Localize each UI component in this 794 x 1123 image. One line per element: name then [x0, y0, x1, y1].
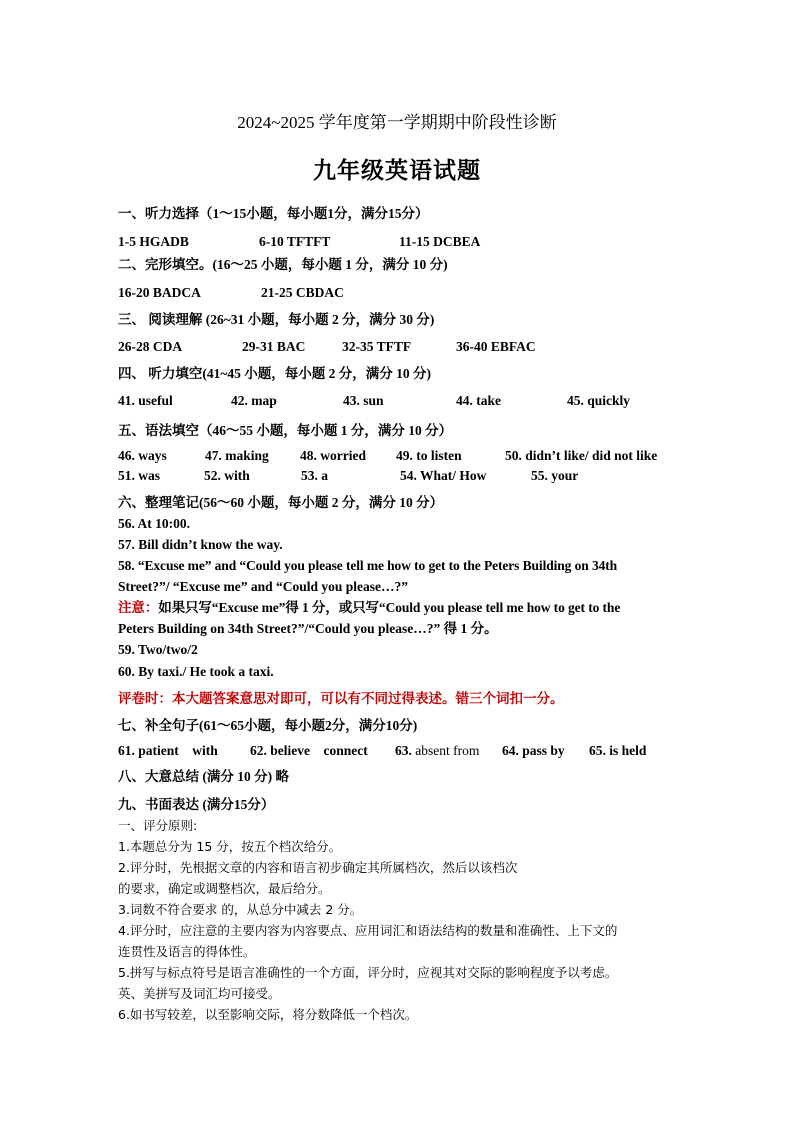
rule-2-line-1: 2.评分时，先根据文章的内容和语言初步确定其所属档次，然后以该档次 [118, 860, 518, 875]
exam-subtitle: 2024~2025 学年度第一学期期中阶段性诊断 [237, 113, 557, 132]
note-text-1: 如果只写“Excuse me”得 1 分，或只写“Could you please tell me how to get to the [158, 600, 621, 615]
answer-21-25: 21-25 CBDAC [261, 285, 344, 300]
answer-54: 54. What/ How [400, 468, 487, 483]
answer-55: 55. your [531, 468, 579, 483]
section-6-heading: 六、整理笔记(56～60 小题，每小题 2 分，满分 10 分） [118, 495, 444, 510]
rule-6: 6.如书写较差，以至影响交际，将分数降低一个档次。 [118, 1007, 418, 1022]
grading-note: 评卷时：本大题答案意思对即可，可以有不同过得表述。错三个词扣一分。 [118, 691, 564, 706]
section-7-heading: 七、补全句子(61～65小题，每小题2分，满分10分) [118, 718, 418, 733]
answer-64-text: pass by [522, 743, 565, 758]
answer-44: 44. take [456, 393, 501, 408]
answer-41: 41. useful [118, 393, 173, 408]
answer-65 [589, 742, 646, 760]
rules-subheading: 一、评分原则: [118, 818, 198, 833]
answer-61 [118, 742, 218, 760]
section-4-heading: 四、 听力填空(41~45 小题，每小题 2 分，满分 10 分) [118, 366, 432, 381]
answer-1-5: 1-5 HGADB [118, 234, 189, 249]
answer-63 [395, 742, 479, 760]
answer-52: 52. with [204, 468, 250, 483]
answer-60: 60. By taxi./ He took a taxi. [118, 664, 274, 679]
rule-4-line-1: 4.评分时，应注意的主要内容为内容要点、应用词汇和语法结构的数量和准确性、上下文的 [118, 923, 618, 938]
section-9-heading: 九、书面表达 (满分15分） [118, 797, 275, 812]
answer-61-num: 61. [118, 743, 135, 758]
answer-47: 47. making [205, 448, 269, 463]
answer-62-text: believe connect [270, 743, 368, 758]
answer-65-text: is held [609, 743, 647, 758]
rule-4-line-2: 连贯性及语言的得体性。 [118, 944, 256, 959]
answer-16-20: 16-20 BADCA [118, 285, 201, 300]
answer-62-num: 62. [250, 743, 267, 758]
answer-11-15: 11-15 DCBEA [399, 234, 481, 249]
rule-1: 1.本题总分为 15 分，按五个档次给分。 [118, 839, 342, 854]
answer-46: 46. ways [118, 448, 167, 463]
answer-64 [502, 742, 565, 760]
answer-59: 59. Two/two/2 [118, 642, 198, 657]
answer-56: 56. At 10:00. [118, 516, 190, 531]
answer-32-35: 32-35 TFTF [342, 339, 412, 354]
section-5-heading: 五、语法填空（46～55 小题，每小题 1 分，满分 10 分） [118, 423, 453, 438]
answer-26-28: 26-28 CDA [118, 339, 183, 354]
answer-65-num: 65. [589, 743, 606, 758]
answer-63-text: absent from [415, 743, 480, 758]
answer-45: 45. quickly [567, 393, 631, 408]
rule-5-line-2: 英、美拼写及词汇均可接受。 [118, 986, 281, 1001]
answer-57: 57. Bill didn’t know the way. [118, 537, 283, 552]
answer-63-num: 63. [395, 743, 412, 758]
answer-61-text: patient with [138, 743, 218, 758]
answer-42: 42. map [231, 393, 277, 408]
answer-51: 51. was [118, 468, 161, 483]
answer-62 [250, 742, 368, 760]
answer-50: 50. didn’t like/ did not like [505, 448, 658, 463]
answer-53: 53. a [301, 468, 328, 483]
section-3-heading: 三、 阅读理解 (26~31 小题，每小题 2 分，满分 30 分) [118, 312, 435, 327]
section-2-heading: 二、完形填空。(16～25 小题，每小题 1 分，满分 10 分) [118, 257, 448, 272]
note-line-2: Peters Building on 34th Street?”/“Could you please…?” 得 1 分。 [118, 621, 498, 636]
answer-64-num: 64. [502, 743, 519, 758]
answer-49: 49. to listen [396, 448, 462, 463]
exam-title: 九年级英语试题 [313, 158, 481, 183]
rule-5-line-1: 5.拼写与标点符号是语言准确性的一个方面，评分时，应视其对交际的影响程度予以考虑。 [118, 965, 618, 980]
section-8-heading: 八、大意总结 (满分 10 分) 略 [118, 769, 289, 784]
note-label: 注意： [118, 600, 159, 615]
answer-58-line-2: Street?”/ “Excuse me” and “Could you please…?” [118, 579, 409, 594]
answer-36-40: 36-40 EBFAC [456, 339, 536, 354]
answer-6-10: 6-10 TFTFT [259, 234, 331, 249]
answer-48: 48. worried [300, 448, 366, 463]
answer-43: 43. sun [343, 393, 384, 408]
section-1-heading: 一、听力选择（1～15小题，每小题1分，满分15分） [118, 206, 429, 221]
rule-2-line-2: 的要求，确定或调整档次，最后给分。 [118, 881, 331, 896]
note-line-1 [118, 599, 620, 617]
answer-58-line-1: 58. “Excuse me” and “Could you please tell me how to get to the Peters Building on 34th [118, 558, 618, 573]
answer-29-31: 29-31 BAC [242, 339, 306, 354]
rule-3: 3.词数不符合要求 的，从总分中减去 2 分。 [118, 902, 363, 917]
